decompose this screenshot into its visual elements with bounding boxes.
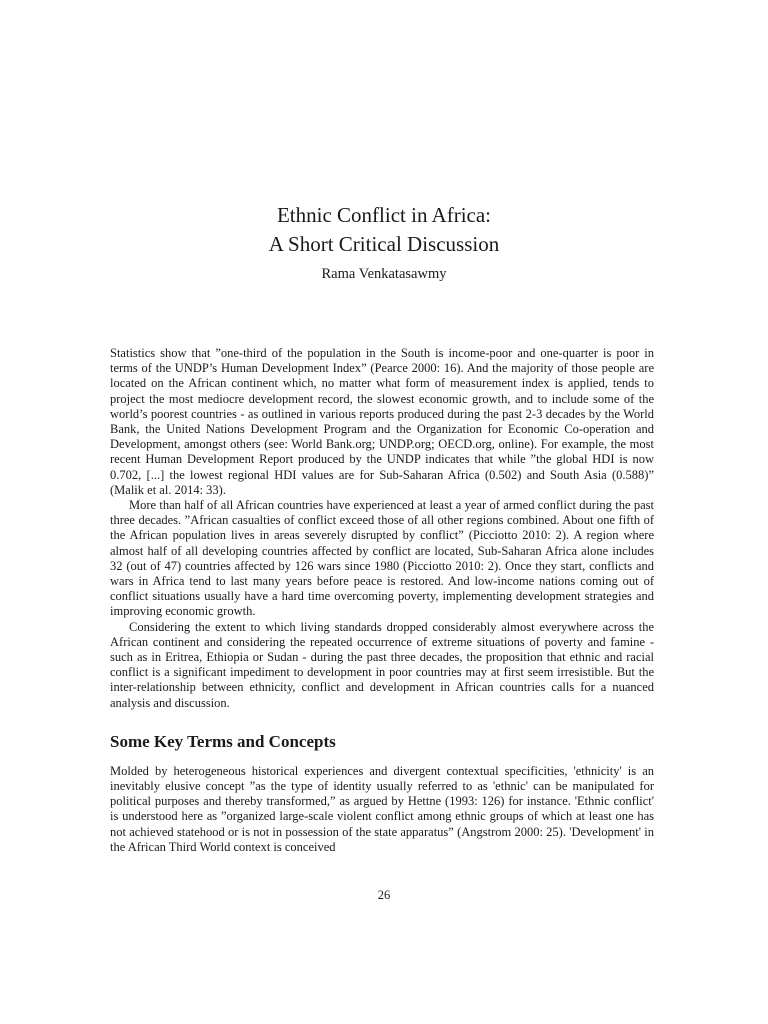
section-heading: Some Key Terms and Concepts [110, 731, 336, 751]
title-line-1: Ethnic Conflict in Africa: [276, 203, 492, 227]
body-text [110, 346, 654, 855]
section-paragraph: Molded by heterogeneous historical experiences and divergent contextual specificities, 'ethnicity' is an inevitably elusive concept ”as the type of identity usually referred to as 'ethnic' can be manipulated for political purposes and thereby transformed,” as argued by Hettne (1993: 126) for instance. 'Ethnic conflict' is understood here as ”organized large-scale violent conflict among ethnic groups of which at least one has not achieved statehood or is not in possession of the state apparatus” (Angstrom 2000: 25). 'Development' in the African Third World context is conceived [110, 763, 654, 854]
title-line-2: A Short Critical Discussion [268, 232, 500, 256]
paragraph-3: Considering the extent to which living standards dropped considerably almost everywhere across the African continent and considering the repeated occurrence of extreme situations of poverty and famine - such as in Eritrea, Ethiopia or Sudan - during the past three decades, the proposition that ethnic and racial conflict is a significant impediment to development in poor countries may at first seem irresistible. But the inter-relationship between ethnicity, conflict and development in African countries calls for a nuanced analysis and discussion. [110, 619, 654, 710]
page-number: 26 [377, 888, 391, 902]
author-name: Rama Venkatasawmy [321, 266, 447, 282]
paragraph-2: More than half of all African countries have experienced at least a year of armed conflict during the past three decades. ”African casualties of conflict exceed those of all other regions combined. About one fifth of the African population lives in areas severely disrupted by conflict” (Picciotto 2010: 2). A region where almost half of all developing countries affected by conflict are located, Sub-Saharan Africa alone includes 32 (out of 47) countries affected by 126 wars since 1980 (Picciotto 2010: 2). Once they start, conflicts and wars in Africa tend to last many years before peace is restored. And low-income nations coming out of conflict situations usually have a hard time overcoming poverty, implementing development strategies and improving economic growth. [110, 498, 654, 619]
paragraph-1: Statistics show that ”one-third of the population in the South is income-poor and one-quarter is poor in terms of the UNDP’s Human Development Index” (Pearce 2000: 16). And the majority of those people are located on the African continent which, no matter what form of measurement index is applied, tends to project the most mediocre development record, the slowest economic growth, and to include some of the world’s poorest countries - as outlined in various reports produced during the past 2-3 decades by the World Bank, the United Nations Development Program and the Organization for Economic Co-operation and Development, amongst others (see: World Bank.org; UNDP.org; OECD.org, online). For example, the most recent Human Development Report produced by the UNDP indicates that while ”the global HDI is now 0.702, [...] the lowest regional HDI values are for Sub-Saharan Africa (0.502) and South Asia (0.588)” (Malik et al. 2014: 33). [110, 346, 654, 497]
title-block [0, 201, 768, 259]
